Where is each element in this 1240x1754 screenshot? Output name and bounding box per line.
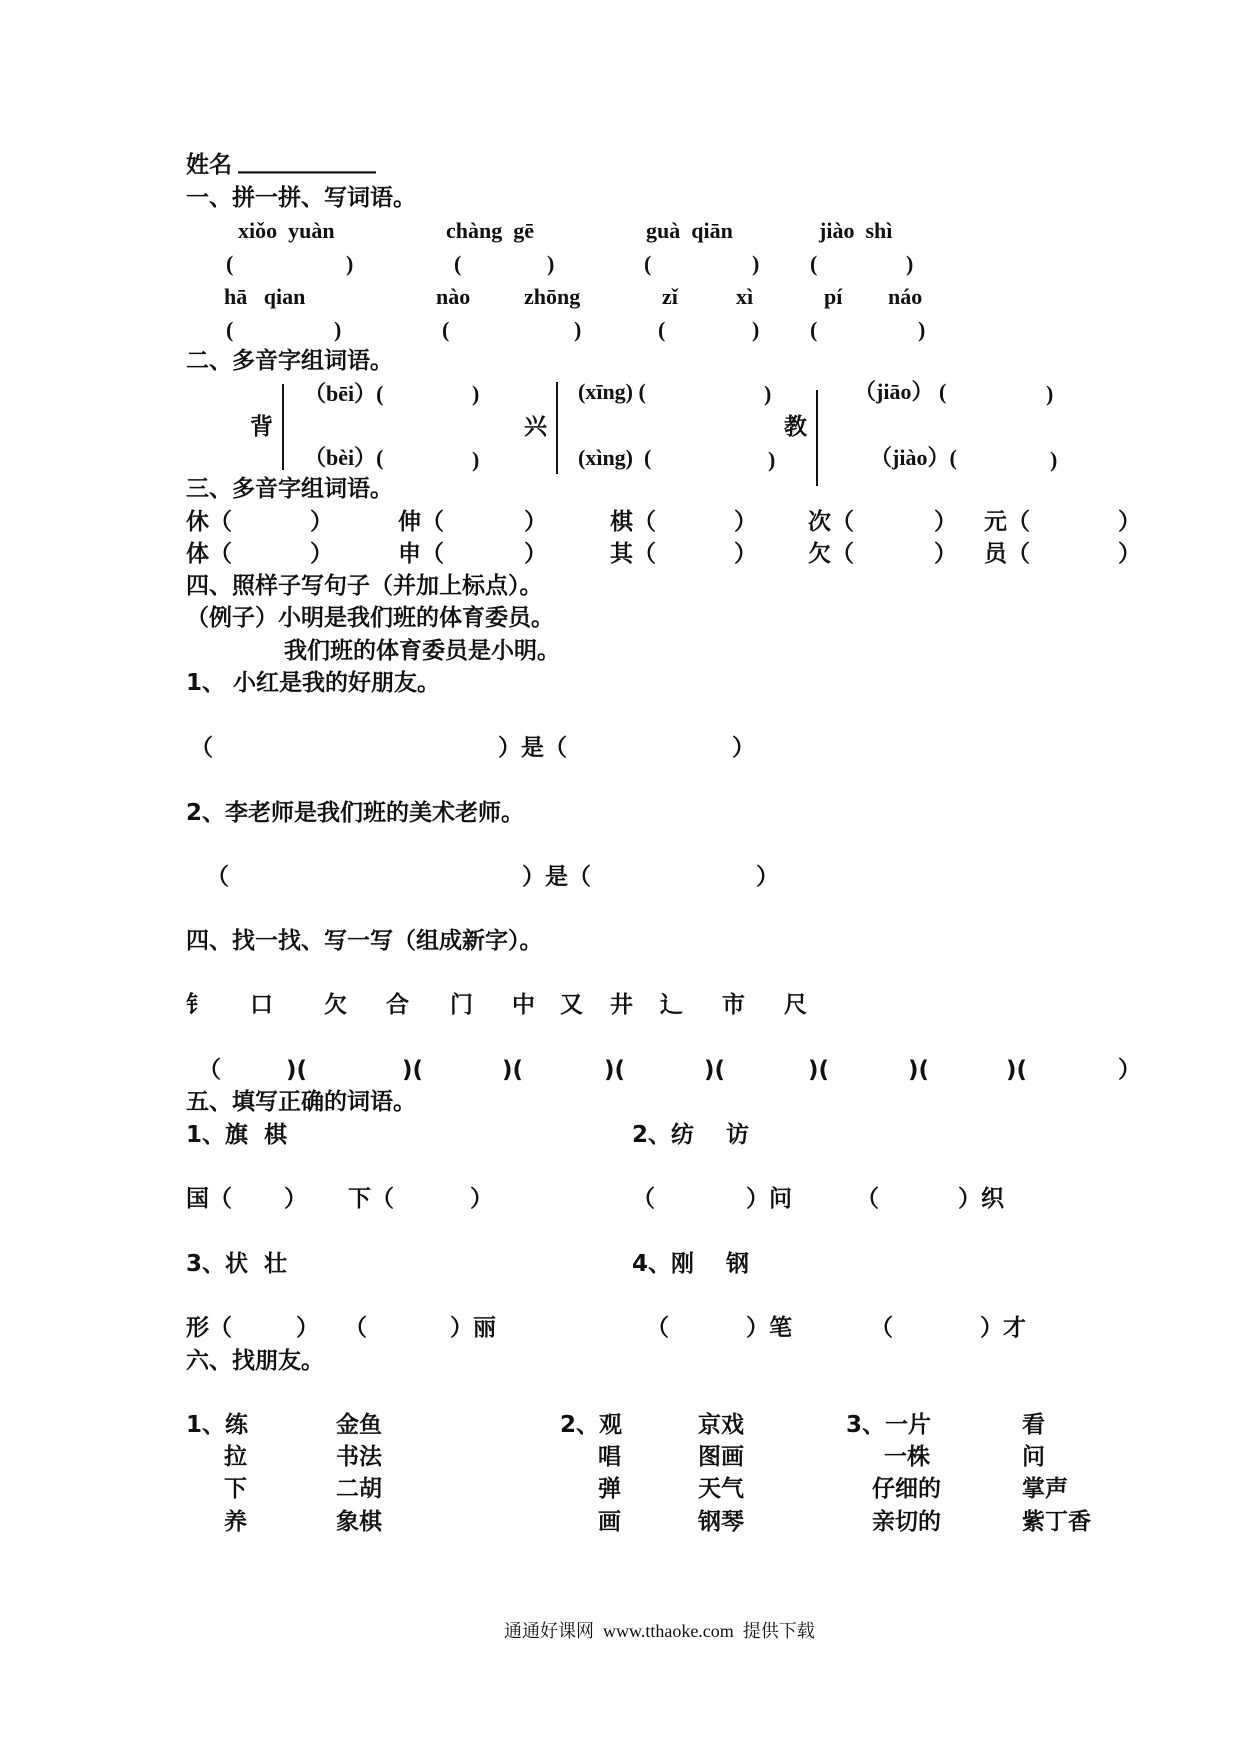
answer-paren-open: （: [870, 1315, 893, 1341]
bracket-line: [816, 390, 818, 486]
component-char: 钅: [186, 992, 209, 1018]
section6-title: 五、填写正确的词语。: [186, 1089, 416, 1115]
question-2: 2、李老师是我们班的美术老师。: [186, 800, 525, 826]
match-word: 书法: [336, 1444, 382, 1470]
section4-title: 四、照样子写句子（并加上标点）。: [186, 573, 543, 599]
answer-paren-close: ）: [470, 1186, 493, 1212]
answer-paren-close: ）: [756, 864, 779, 890]
answer-xing: 形（: [186, 1315, 232, 1341]
char-shen: 伸（: [398, 509, 444, 535]
group3-label: 3、状 壮: [186, 1251, 288, 1277]
answer-wen: ）问: [746, 1186, 792, 1212]
answer-guo: 国（: [186, 1186, 232, 1212]
match-word: 天气: [698, 1476, 744, 1502]
answer-paren-close: ): [752, 317, 760, 342]
match-word: 图画: [698, 1444, 744, 1470]
answer-paren-open: (: [442, 317, 450, 342]
xing-reading-2: (xìng) (: [578, 445, 652, 470]
bracket-line: [556, 382, 558, 474]
answer-paren-open: (: [226, 251, 234, 276]
answer-paren-close: ): [472, 381, 480, 406]
answer-paren-close: ）: [284, 1186, 307, 1212]
char-qi2: 其（: [610, 541, 656, 567]
answer-paren-close: ): [472, 447, 480, 472]
component-char: 中: [512, 992, 535, 1018]
answer-is-part: ）是（: [498, 735, 567, 761]
char-ti: 体（: [186, 541, 232, 567]
answer-paren-close: ）: [734, 541, 757, 567]
match-word: 京戏: [698, 1412, 744, 1438]
match-word: 二胡: [336, 1476, 382, 1502]
char-yuan: 元（: [984, 509, 1030, 535]
component-char: 门: [450, 992, 473, 1018]
pinyin-zi: zǐ: [662, 284, 678, 309]
group2-label: 2、纺 访: [632, 1122, 750, 1148]
answer-paren-close: ）: [732, 735, 755, 761]
pinyin-jiaoshi: jiào shì: [819, 218, 893, 243]
pinyin-nao2: náo: [888, 284, 923, 309]
example-sentence-1: （例子）小明是我们班的体育委员。: [186, 605, 554, 631]
answer-paren-open: (: [810, 251, 818, 276]
answer-paren: )(: [908, 1057, 930, 1083]
char-xiu: 休（: [186, 509, 232, 535]
match-word: 掌声: [1022, 1476, 1068, 1502]
match-word: 1、练: [186, 1412, 249, 1438]
answer-paren-close: ）: [934, 509, 957, 535]
answer-li: ）丽: [450, 1315, 496, 1341]
component-char: 口: [250, 992, 273, 1018]
char-yuan2: 员（: [984, 541, 1030, 567]
answer-paren-open: （: [206, 864, 229, 890]
polyphone-xing: 兴: [524, 414, 547, 440]
pinyin-xi: xì: [736, 284, 754, 309]
pinyin-pi: pí: [824, 284, 843, 309]
answer-paren-open: （: [856, 1186, 879, 1212]
answer-paren-close: ): [547, 251, 555, 276]
jiao-reading-1: （jiāo） (: [854, 379, 947, 404]
answer-paren: )(: [704, 1057, 726, 1083]
answer-paren-close: ): [1046, 381, 1054, 406]
answer-paren-close: ): [574, 317, 582, 342]
match-word: 弹: [598, 1476, 621, 1502]
answer-paren-open: (: [226, 317, 234, 342]
match-word: 2、观: [560, 1412, 623, 1438]
answer-paren-close: ）: [524, 541, 547, 567]
component-char: 井: [610, 992, 633, 1018]
match-word: 亲切的: [872, 1509, 941, 1535]
pinyin-xiaoyuan: xiǒo yuàn: [238, 218, 335, 243]
match-word: 3、一片: [846, 1412, 932, 1438]
answer-xia: 下（: [348, 1186, 394, 1212]
match-word: 象棋: [336, 1509, 382, 1535]
match-word: 钢琴: [698, 1509, 744, 1535]
pinyin-changge: chàng gē: [446, 218, 534, 243]
component-char: 合: [386, 992, 409, 1018]
answer-paren: )(: [286, 1057, 308, 1083]
bei-reading-2: （bèi）(: [304, 445, 384, 470]
answer-paren-open: （: [632, 1186, 655, 1212]
answer-paren: ）: [1118, 1057, 1141, 1083]
match-word: 问: [1022, 1444, 1045, 1470]
section1-title: 一、拼一拼、写词语。: [186, 185, 416, 211]
answer-paren-close: ): [768, 447, 776, 472]
answer-paren: )(: [402, 1057, 424, 1083]
polyphone-jiao: 教: [784, 414, 807, 440]
section5-title: 四、找一找、写一写（组成新字）。: [186, 928, 543, 954]
answer-paren-close: ）: [1118, 541, 1141, 567]
name-label: 姓名: [186, 152, 232, 178]
answer-paren: )(: [502, 1057, 524, 1083]
char-shen2: 申（: [398, 541, 444, 567]
match-word: 拉: [224, 1444, 247, 1470]
footer-credit: 通通好课网 www.tthaoke.com 提供下载: [504, 1621, 815, 1641]
polyphone-bei: 背: [250, 414, 273, 440]
answer-paren-open: (: [810, 317, 818, 342]
component-char: 欠: [324, 992, 347, 1018]
answer-paren-close: ): [918, 317, 926, 342]
answer-paren: )(: [808, 1057, 830, 1083]
answer-paren-open: （: [646, 1315, 669, 1341]
answer-paren-open: （: [344, 1315, 367, 1341]
xing-reading-1: (xīng) (: [578, 379, 646, 404]
match-word: 仔细的: [872, 1476, 941, 1502]
group1-label: 1、旗 棋: [186, 1122, 288, 1148]
example-sentence-2: 我们班的体育委员是小明。: [284, 638, 560, 664]
answer-paren: )(: [604, 1057, 626, 1083]
pinyin-guaqian: guà qiān: [646, 218, 733, 243]
bracket-line: [282, 384, 284, 470]
name-blank[interactable]: ____________: [238, 148, 376, 174]
match-word: 画: [598, 1509, 621, 1535]
component-char: 又: [560, 992, 583, 1018]
section7-title: 六、找朋友。: [186, 1348, 324, 1374]
answer-paren-close: ）: [310, 509, 333, 535]
answer-paren-close: ): [1050, 447, 1058, 472]
bei-reading-1: （bēi）(: [304, 381, 384, 406]
match-word: 唱: [598, 1444, 621, 1470]
match-word: 下: [224, 1476, 247, 1502]
answer-paren-close: ）: [734, 509, 757, 535]
pinyin-nao: nào: [436, 284, 471, 309]
char-qi: 棋（: [610, 509, 656, 535]
answer-paren-close: ）: [524, 509, 547, 535]
answer-paren-close: ): [334, 317, 342, 342]
answer-paren: （: [198, 1057, 221, 1083]
answer-is-part: ）是（: [522, 864, 591, 890]
char-qian: 欠（: [808, 541, 854, 567]
question-1: 1、 小红是我的好朋友。: [186, 670, 441, 696]
match-word: 养: [224, 1509, 247, 1535]
section2-title: 二、多音字组词语。: [186, 348, 393, 374]
answer-cai: ）才: [980, 1315, 1026, 1341]
answer-paren-close: ): [906, 251, 914, 276]
answer-paren: )(: [1006, 1057, 1028, 1083]
answer-paren-close: ）: [296, 1315, 319, 1341]
answer-bi: ）笔: [746, 1315, 792, 1341]
answer-paren-close: ）: [934, 541, 957, 567]
answer-paren-close: ): [346, 251, 354, 276]
group4-label: 4、刚 钢: [632, 1251, 750, 1277]
match-word: 看: [1022, 1412, 1045, 1438]
match-word: 金鱼: [336, 1412, 382, 1438]
char-ci: 次（: [808, 509, 854, 535]
component-char: 辶: [660, 992, 683, 1018]
answer-paren-close: ): [764, 381, 772, 406]
match-word: 一株: [884, 1444, 930, 1470]
answer-paren-open: (: [658, 317, 666, 342]
answer-paren-close: ）: [310, 541, 333, 567]
section3-title: 三、多音字组词语。: [186, 476, 393, 502]
answer-zhi: ）织: [958, 1186, 1004, 1212]
match-word: 紫丁香: [1022, 1509, 1091, 1535]
answer-paren-close: ）: [1118, 509, 1141, 535]
component-char: 尺: [784, 992, 807, 1018]
pinyin-zhong: zhōng: [524, 284, 581, 309]
pinyin-haqian: hā qian: [224, 284, 306, 309]
jiao-reading-2: （jiào）(: [870, 445, 957, 470]
answer-paren-open: （: [190, 735, 213, 761]
answer-paren-open: (: [454, 251, 462, 276]
answer-paren-open: (: [644, 251, 652, 276]
answer-paren-close: ): [752, 251, 760, 276]
component-char: 市: [722, 992, 745, 1018]
